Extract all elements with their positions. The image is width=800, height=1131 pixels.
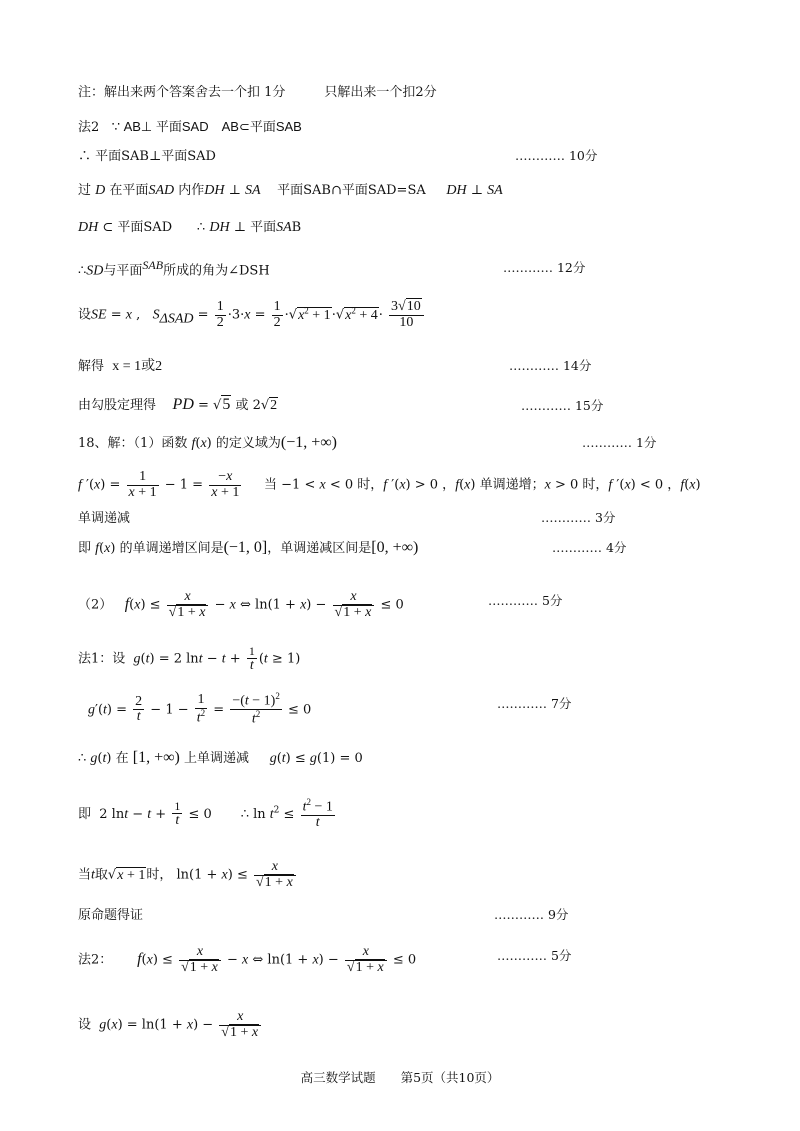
pythagoras: 由勾股定理得 PD = √5 或 2√2	[78, 396, 278, 413]
proved: 原命题得证	[78, 908, 144, 923]
grading-note: 注：解出来两个答案舍去一个扣 1分 只解出来一个扣2分	[78, 85, 437, 100]
method1-substitute: 当t取√x + 1时， ln(1 + x) ≤ $\frac{x}{√1 + x}$	[78, 860, 298, 890]
score-3: ………… 3分	[541, 510, 616, 525]
method1-define-g: 法1：设 g(t) = 2 lnt − t + $\frac{1}{t}$ (t ≥ 1)	[78, 644, 301, 673]
score-5: ………… 5分	[488, 593, 563, 608]
method2-construct-dh: 过 D 在平面SAD 内作DH ⊥ SA 平面SAB∩平面SAD=SA DH ⊥ SA	[78, 183, 503, 198]
method1-g-derivative: g′(t) = $\frac{2}{t}$ − 1 − $\frac{1}{t^2}$ = $\frac{-(t - 1)^2}{t^2}$ ≤ 0	[88, 691, 312, 727]
page-footer: 高三数学试题 第5页（共10页）	[300, 1070, 500, 1085]
method1-inequality: 即 2 lnt − t + $\frac{1}{t}$ ≤ 0 ∴ $\ln t^2$ ≤ $\frac{t^2 - 1}{t}$	[78, 797, 333, 831]
q18-intervals: 即 f(x) 的单调递增区间是(−1, 0]，单调递减区间是[0, +∞)	[78, 539, 419, 556]
score-5b: ………… 5分	[497, 948, 572, 963]
score-9: ………… 9分	[494, 907, 569, 922]
method2-premise: 法2 ∵ AB⊥ 平面SAD AB⊂平面SAB	[78, 119, 302, 135]
score-15: ………… 15分	[521, 398, 604, 413]
method1-monotone: ∴ g(t) 在 [1, +∞) 上单调递减 g(t) ≤ g(1) = 0	[78, 749, 363, 766]
score-1: ………… 1分	[582, 435, 657, 450]
q18-derivative: f ′(x) = $\frac{1}{x + 1}$ − 1 = $\frac{-x}{x + 1}$ 当 −1 < x < 0 时，f ′(x) > 0 ，f(x) 单调递增；x > 0 时，f ′(x) < 0 ，f(x)	[78, 469, 701, 500]
area-equation: 设SE = x , $S_{\Delta SAD}$ = $\frac{1}{2}$ ·3·x = $\frac{1}{2}$ $\cdot√x^2 + 1\cdot√x^2 + 4\cdot$ $\frac{3√10}{10}$	[78, 300, 426, 330]
method2b-define-g: 设 g(x) = ln(1 + x) − $\frac{x}{√1 + x}$	[78, 1010, 263, 1040]
method2-dh-perp: DH ⊂ 平面SAD ∴ DH ⊥ 平面SAB	[78, 220, 302, 235]
score-14: ………… 14分	[509, 358, 592, 373]
q18-domain: 18、解：（1）函数 f(x) 的定义域为(−1, +∞)	[78, 434, 337, 451]
method2b-equivalence: 法2： f(x) ≤ $\frac{x}{√1 + x}$ − x ⇔ ln(1 + x) − $\frac{x}{√1 + x}$ ≤ 0	[78, 944, 417, 975]
solve-x: 解得 x = 1或2	[78, 359, 163, 374]
score-12: ………… 12分	[503, 260, 586, 275]
score-7: ………… 7分	[497, 696, 572, 711]
score-4: ………… 4分	[552, 540, 627, 555]
method2-angle: ∴SD与平面$^{SAB}$所成的角为∠DSH	[78, 258, 270, 279]
q18-decreasing: 单调递减	[78, 511, 131, 526]
part2-equivalence: （2） f(x) ≤ $\frac{x}{√1 + x}$ − x ⇔ ln(1 + x) − $\frac{x}{√1 + x}$ ≤ 0	[78, 589, 404, 620]
method2-plane-perp: ∴ 平面SAB⊥平面SAD	[78, 149, 216, 164]
score-10: ………… 10分	[515, 148, 598, 163]
